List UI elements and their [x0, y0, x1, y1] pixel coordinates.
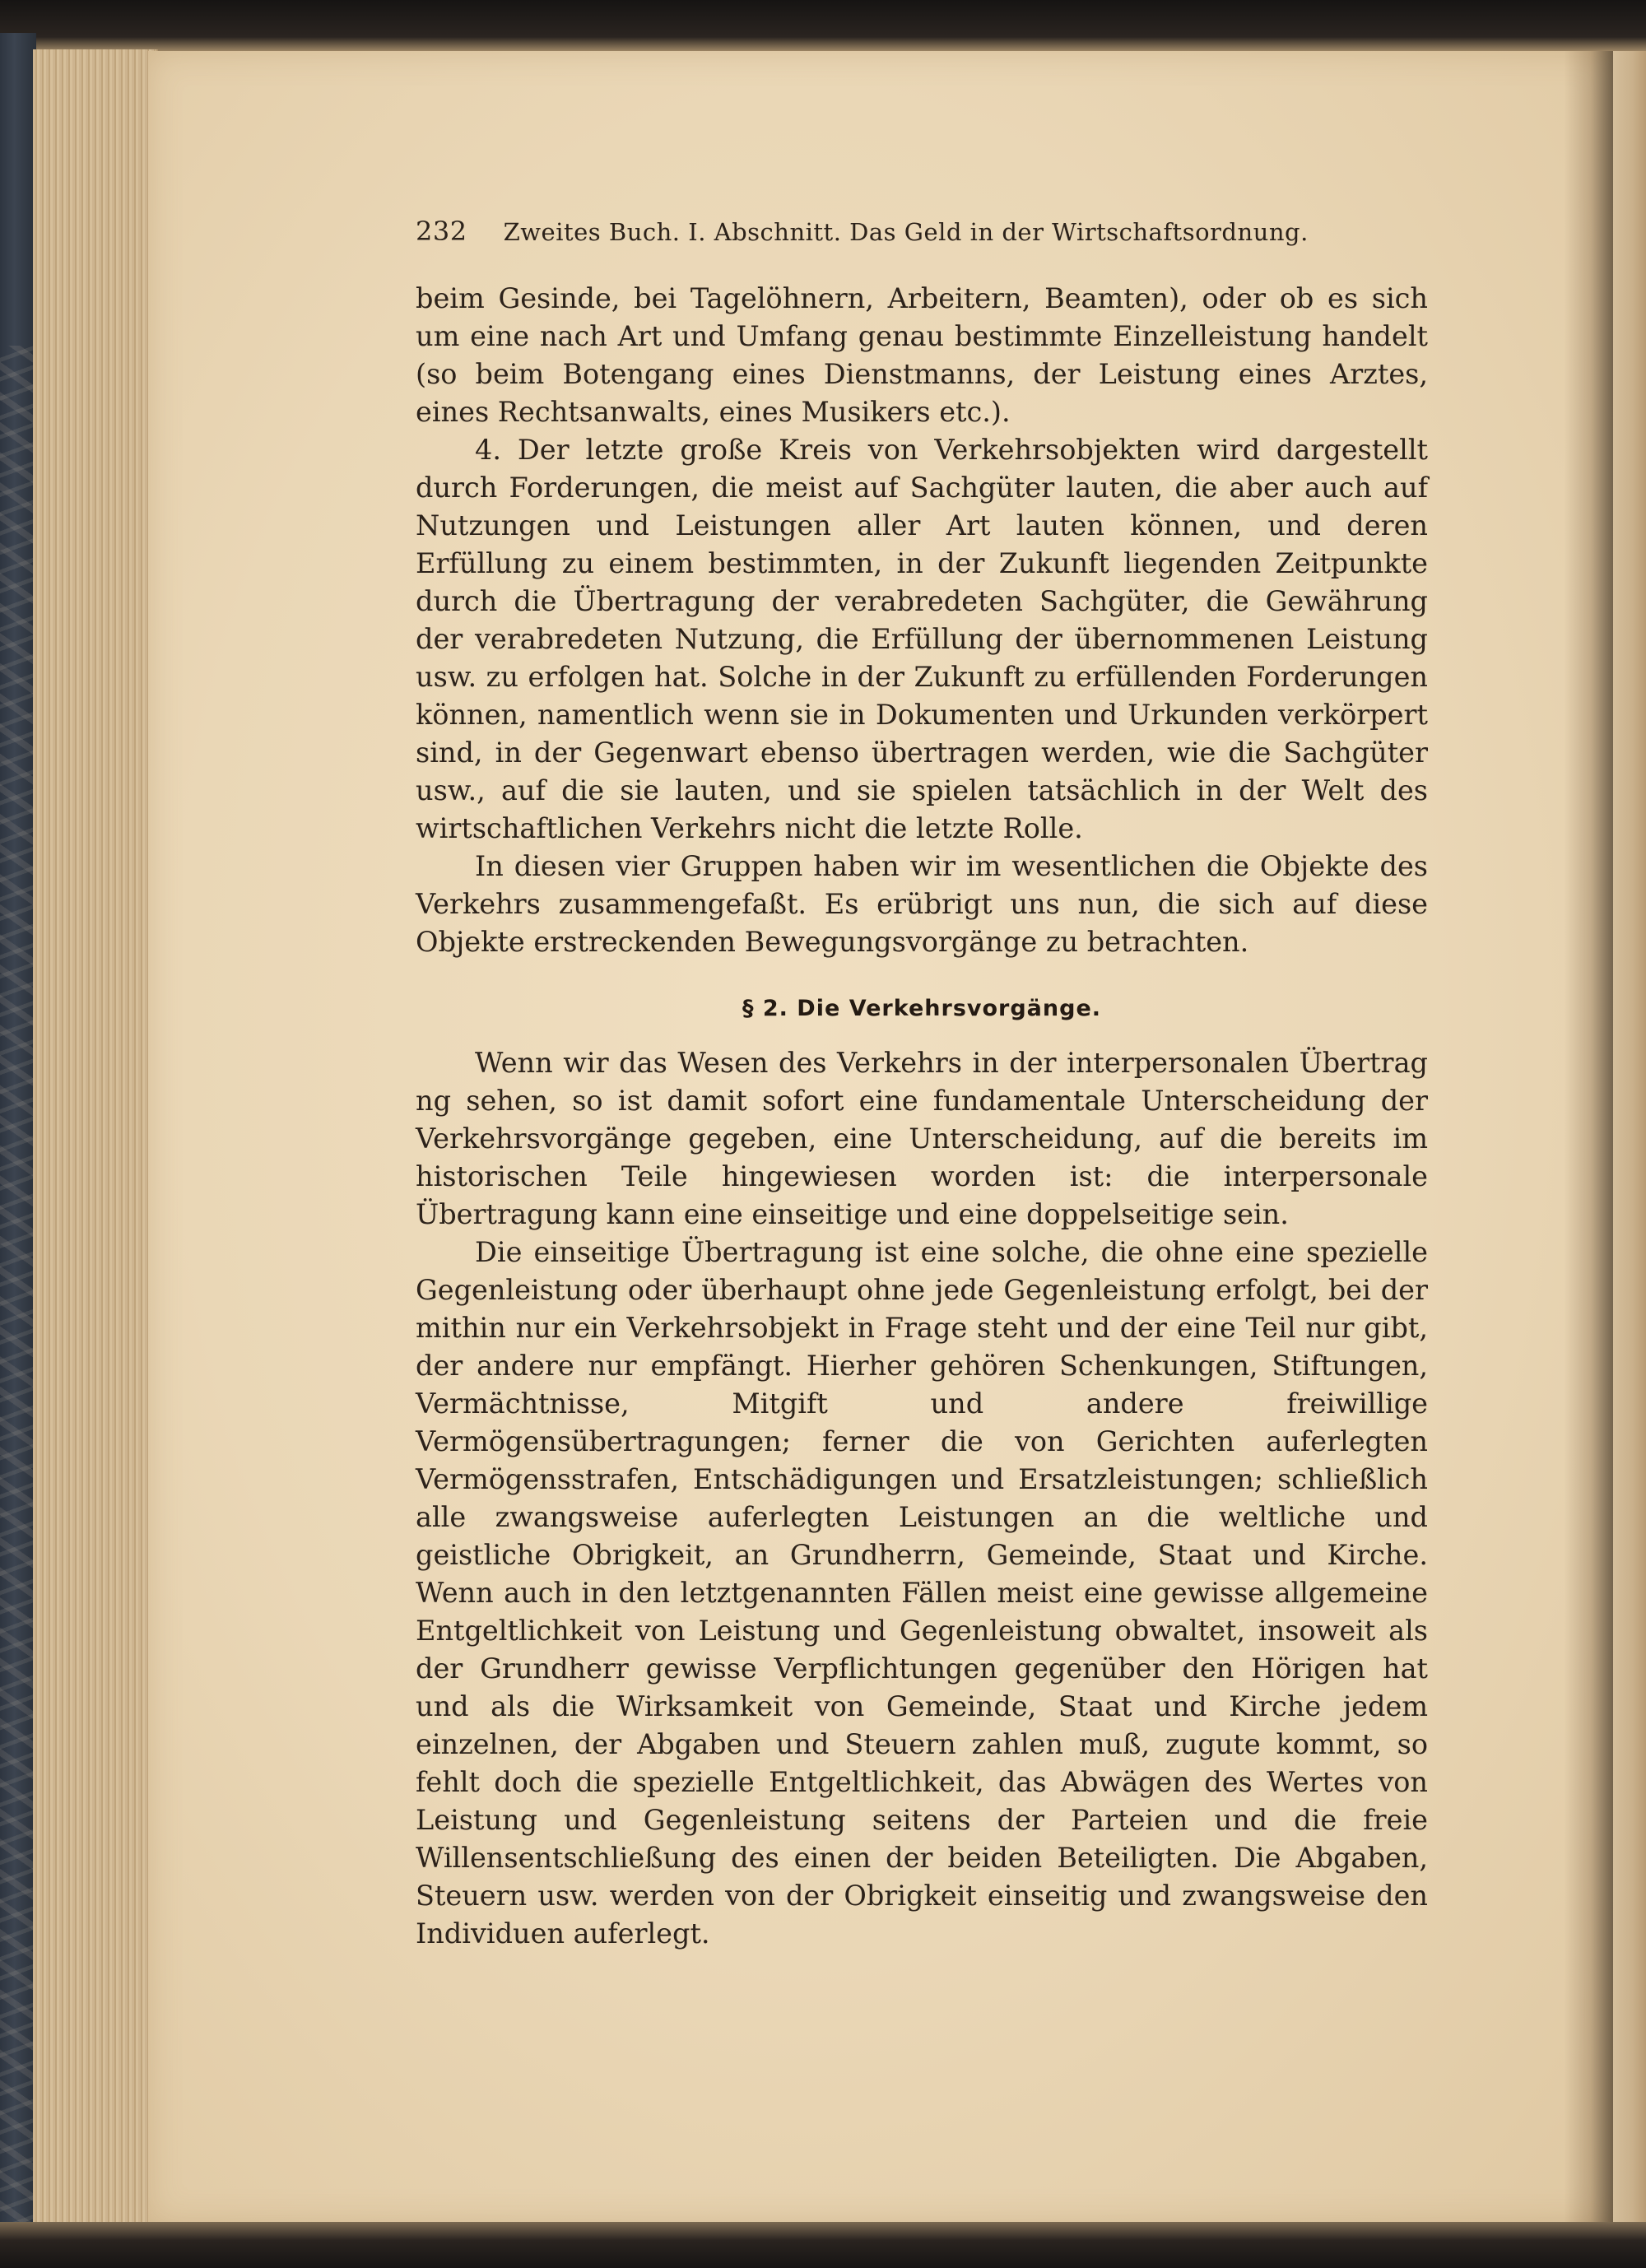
paragraph-transfer-definition: Wenn wir das Wesen des Verkehrs in der interpersonalen Übertrag ng sehen, so ist damit sofort eine fundamentale Unterscheidung der Verkehrsvorgänge gegeben, eine Unterscheidung, auf die bereits im historischen Teile hingewiesen worden ist: die interpersonale Übertragung kann eine einseitige und eine doppelseitige sein.: [416, 1047, 1428, 1230]
section-heading: § 2. Die Verkehrsvorgänge.: [742, 996, 1102, 1021]
scan-background-bottom: [0, 2222, 1646, 2268]
paragraph-continuation: beim Gesinde, bei Tagelöhnern, Arbeitern, Beamten), oder ob es sich um eine nach Art und Umfang genau bestimmte Einzelleistung handelt (so beim Botengang eines Dienstmanns, der Leistung eines Arztes, eines Rechtsanwalts, eines Musikers etc.).: [416, 282, 1428, 428]
book-binding: [1613, 51, 1646, 2224]
scan-background-top: [0, 0, 1646, 53]
gutter-shadow: [1564, 51, 1613, 2224]
page-stack-edges: [33, 49, 158, 2222]
paragraph-summary: In diesen vier Gruppen haben wir im wesentlichen die Objekte des Verkehrs zusammengefaßt. Es erübrigt uns nun, die sich auf diese Objekte erstreckenden Bewegungsvorgänge zu betrachten.: [416, 850, 1428, 958]
book-cover-edge: [0, 33, 36, 2268]
marbled-cover-pattern: [0, 346, 33, 2238]
page-header: [416, 216, 1428, 249]
running-head: Zweites Buch. I. Abschnitt. Das Geld in der Wirtschaftsordnung.: [503, 218, 1309, 246]
page-number: 232: [416, 216, 467, 247]
page-text: [416, 216, 1428, 1953]
paragraph-unilateral-transfer: Die einseitige Übertragung ist eine solche, die ohne eine spezielle Gegenleistung oder überhaupt ohne jede Gegenleistung erfolgt, bei der mithin nur ein Verkehrsobjekt in Frage steht und der eine Teil nur gibt, der andere nur empfängt. Hierher gehören Schenkungen, Stiftungen, Vermächtnisse, Mitgift und andere freiwillige Vermögensübertragungen; ferner die von Gerichten auferlegten Vermögensstrafen, Entschädigungen und Ersatzleistungen; schließlich alle zwangsweise auferlegten Leistungen an die weltliche und geistliche Obrigkeit, an Grundherrn, Gemeinde, Staat und Kirche. Wenn auch in den letztgenannten Fällen meist eine gewisse allgemeine Entgeltlichkeit von Leistung und Gegenleistung obwaltet, insoweit als der Grundherr gewisse Verpflichtungen gegenüber den Hörigen hat und als die Wirksamkeit von Gemeinde, Staat und Kirche jedem einzelnen, der Abgaben und Steuern zahlen muß, zugute kommt, so fehlt doch die spezielle Entgeltlichkeit, das Abwägen des Wertes von Leistung und Gegenleistung seitens der Parteien und die freie Willensentschließung des einen der beiden Beteiligten. Die Abgaben, Steuern usw. werden von der Obrigkeit einseitig und zwangsweise den Individuen auferlegt.: [416, 1236, 1428, 1950]
paragraph-item-4: 4. Der letzte große Kreis von Verkehrsobjekten wird dargestellt durch Forderungen, die meist auf Sachgüter lauten, die aber auch auf Nutzungen und Leistungen aller Art lauten können, und deren Erfüllung zu einem bestimmten, in der Zukunft liegenden Zeitpunkte durch die Übertragung der verabredeten Sachgüter, die Gewährung der verabredeten Nutzung, die Erfüllung der übernommenen Leistung usw. zu erfolgen hat. Solche in der Zukunft zu erfüllenden Forderungen können, namentlich wenn sie in Dokumenten und Urkunden verkörpert sind, in der Gegenwart ebenso übertragen werden, wie die Sachgüter usw., auf die sie lauten, und sie spielen tatsächlich in der Welt des wirtschaftlichen Verkehrs nicht die letzte Rolle.: [416, 434, 1428, 844]
